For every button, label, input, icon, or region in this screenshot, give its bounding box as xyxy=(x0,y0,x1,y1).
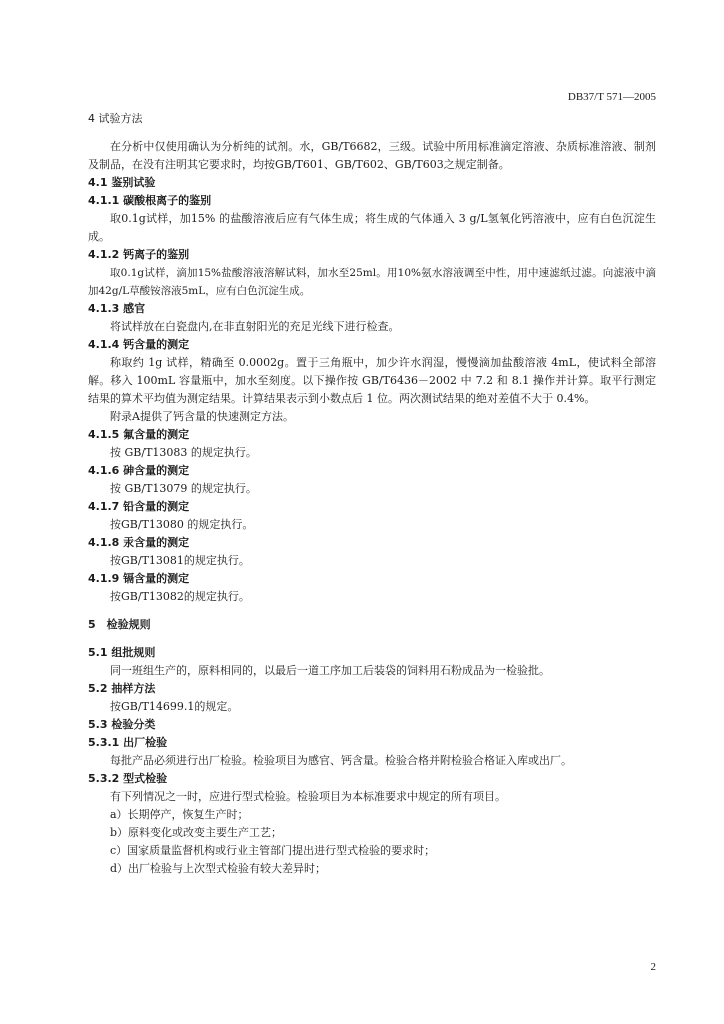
heading-4-1-4: 4.1.4 钙含量的测定 xyxy=(88,338,190,351)
heading-4-1-6: 4.1.6 砷含量的测定 xyxy=(88,464,190,477)
paragraph-4-1-1: 取0.1g试样，加15% 的盐酸溶液后应有气体生成；将生成的气体通入 3 g/L氢氧化钙溶液中，应有白色沉淀生成。 xyxy=(88,212,656,243)
page-number: 2 xyxy=(650,961,656,973)
heading-4-1-8: 4.1.8 汞含量的测定 xyxy=(88,536,190,549)
paragraph-4-1-2: 取0.1g试样，滴加15%盐酸溶液溶解试料，加水至25ml。用10%氨水溶液调至中性，用中速滤纸过滤。向滤液中滴加42g/L草酸铵溶液5mL，应有白色沉淀生成。 xyxy=(88,267,656,297)
paragraph-5-2: 按GB/T14699.1的规定。 xyxy=(110,700,239,713)
heading-4-1-9: 4.1.9 镉含量的测定 xyxy=(88,572,190,585)
heading-5-3-2: 5.3.2 型式检验 xyxy=(88,772,168,785)
paragraph-5-3-1: 每批产品必须进行出厂检验。检验项目为感官、钙含量。检验合格并附检验合格证入库或出厂。 xyxy=(110,754,572,767)
document-body xyxy=(88,110,656,878)
paragraph-reagents: 在分析中仅使用确认为分析纯的试剂。水，GB/T6682，三级。试验中所用标准滴定溶液、杂质标准溶液、制剂及制品，在没有注明其它要求时，均按GB/T601、GB/T602、GB/T603之规定制备。 xyxy=(88,140,656,171)
heading-5-3: 5.3 检验分类 xyxy=(88,718,156,731)
list-item-d: d）出厂检验与上次型式检验有较大差异时； xyxy=(110,862,327,875)
section-heading-4: 4 试验方法 xyxy=(88,112,143,125)
list-item-c: c）国家质量监督机构或行业主管部门提出进行型式检验的要求时； xyxy=(110,844,436,857)
heading-4-1-5: 4.1.5 氟含量的测定 xyxy=(88,428,190,441)
spacer xyxy=(88,606,656,616)
paragraph-4-1-4: 称取约 1g 试样，精确至 0.0002g。置于三角瓶中，加少许水润湿，慢慢滴加盐酸溶液 4mL，使试料全部溶解。移入 100mL 容量瓶中，加水至刻度。以下操作按 GB/T6436－2002 中 7.2 和 8.1 操作并计算。取平行测定结果的算术平均值为测定结果。计算结果表示到小数点后 1 位。两次测试结果的绝对差值不大于 0.4%。 xyxy=(88,356,656,405)
heading-4-1-7: 4.1.7 铅含量的测定 xyxy=(88,500,190,513)
heading-4-1: 4.1 鉴别试验 xyxy=(88,176,156,189)
heading-4-1-3: 4.1.3 感官 xyxy=(88,302,146,315)
paragraph-4-1-7: 按GB/T13080 的规定执行。 xyxy=(110,518,254,531)
heading-4-1-1: 4.1.1 碳酸根离子的鉴别 xyxy=(88,194,212,207)
heading-5-1: 5.1 组批规则 xyxy=(88,646,156,659)
paragraph-4-1-9: 按GB/T13082的规定执行。 xyxy=(110,590,250,603)
paragraph-4-1-6: 按 GB/T13079 的规定执行。 xyxy=(110,482,257,495)
heading-4-1-2: 4.1.2 钙离子的鉴别 xyxy=(88,248,190,261)
paragraph-4-1-3: 将试样放在白瓷盘内,在非直射阳光的充足光线下进行检查。 xyxy=(110,320,400,333)
paragraph-5-1: 同一班组生产的，原料相同的，以最后一道工序加工后装袋的饲料用石粉成品为一检验批。 xyxy=(110,664,550,677)
list-item-b: b）原料变化或改变主要生产工艺； xyxy=(110,826,283,839)
paragraph-4-1-8: 按GB/T13081的规定执行。 xyxy=(110,554,250,567)
spacer xyxy=(88,128,656,138)
heading-5-2: 5.2 抽样方法 xyxy=(88,682,156,695)
paragraph-4-1-5: 按 GB/T13083 的规定执行。 xyxy=(110,446,257,459)
heading-5-3-1: 5.3.1 出厂检验 xyxy=(88,736,168,749)
standard-code-header: DB37/T 571—2005 xyxy=(567,91,656,103)
paragraph-4-1-4-note: 附录A提供了钙含量的快速测定方法。 xyxy=(110,410,294,423)
list-item-a: a）长期停产，恢复生产时； xyxy=(110,808,249,821)
spacer xyxy=(88,634,656,644)
paragraph-5-3-2: 有下列情况之一时，应进行型式检验。检验项目为本标准要求中规定的所有项目。 xyxy=(110,790,506,803)
section-heading-5: 5 检验规则 xyxy=(88,618,151,631)
